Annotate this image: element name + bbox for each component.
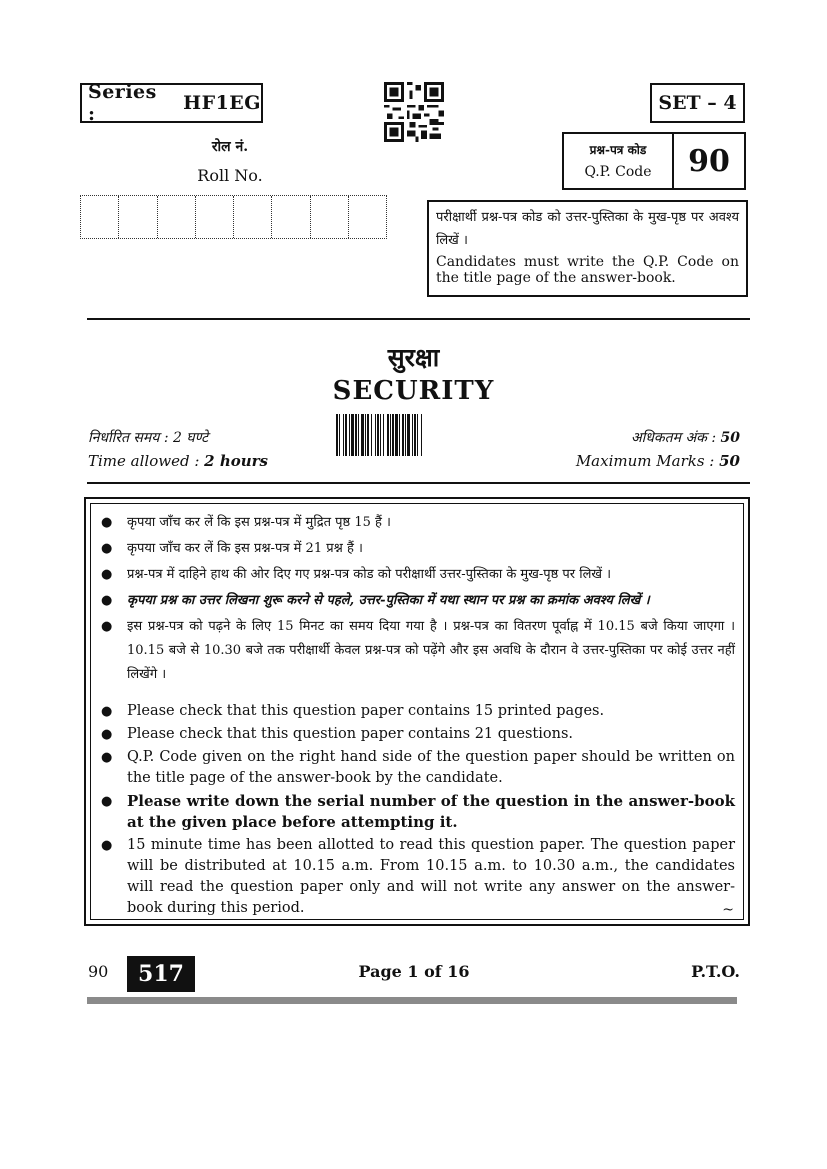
qp-code-labels <box>564 134 674 188</box>
time-allowed-value: 2 hours <box>204 452 268 470</box>
instruction-text: Q.P. Code given on the right hand side of the question paper should be written on the title page of the answer-book by the candidate. <box>127 749 735 786</box>
bullet-icon: ● <box>101 541 113 556</box>
instruction-item-hindi <box>101 615 735 687</box>
max-marks <box>520 452 740 470</box>
max-marks-hindi-value: 50 <box>720 430 740 446</box>
qp-code-box <box>562 132 746 190</box>
footer-rule <box>87 997 737 1004</box>
roll-digit-box[interactable] <box>158 196 196 238</box>
instruction-text: Please check that this question paper contains 15 printed pages. <box>127 703 605 719</box>
instruction-text: कृपया जाँच कर लें कि इस प्रश्न-पत्र में मुद्रित पृष्ठ 15 हैं । <box>127 515 391 530</box>
roll-digit-box[interactable] <box>196 196 234 238</box>
instructions-inner <box>90 503 744 920</box>
roll-label-hindi: रोल नं. <box>211 139 249 155</box>
instruction-text: इस प्रश्न-पत्र को पढ़ने के लिए 15 मिनट का समय दिया गया है । प्रश्न-पत्र का वितरण पूर्वाह्न में 10.15 बजे किया जाएगा । 10.15 बजे से 10.30 बजे तक परीक्षार्थी केवल प्रश्न-पत्र को पढ़ेंगे और इस अवधि के दौरान वे उत्तर-पुस्तिका पर कोई उत्तर नहीं लिखेंगे । <box>127 619 735 682</box>
max-marks-label: Maximum Marks : <box>575 452 720 470</box>
candidate-note-box <box>427 200 748 297</box>
series-label: Series : <box>88 81 157 125</box>
sheet-number: 517 <box>127 956 195 992</box>
subject-title: SECURITY <box>332 376 495 406</box>
footer-code: 90 <box>88 962 109 981</box>
tilde-mark: ~ <box>722 902 734 918</box>
instruction-text: Please write down the serial number of the question in the answer-book at the given place before attempting it. <box>127 792 735 831</box>
bullet-icon: ● <box>101 750 113 765</box>
bullet-icon: ● <box>101 704 113 719</box>
candidate-note-hindi: परीक्षार्थी प्रश्न-पत्र कोड को उत्तर-पुस्तिका के मुख-पृष्ठ पर अवश्य लिखें । <box>436 210 739 248</box>
instruction-item <box>101 835 735 919</box>
subject-title-hindi: सुरक्षा <box>387 343 440 372</box>
time-allowed-hindi: निर्धारित समय : 2 घण्टे <box>88 430 209 446</box>
series-box <box>80 83 263 123</box>
max-marks-hindi <box>520 428 740 447</box>
max-marks-value: 50 <box>719 452 740 470</box>
instruction-item <box>101 791 735 833</box>
instruction-text: 15 minute time has been allotted to read this question paper. The question paper will be distributed at 10.15 a.m. From 10.15 a.m. to 10.30 a.m., the candidates will read the question paper only and will not write any answer on the answer-book during this period. <box>127 837 735 916</box>
max-marks-hindi-label: अधिकतम अंक : <box>630 430 721 446</box>
bullet-icon: ● <box>101 567 113 582</box>
bullet-icon: ● <box>101 619 113 634</box>
bullet-icon: ● <box>101 727 113 742</box>
set-label: SET – 4 <box>658 92 737 114</box>
bullet-icon: ● <box>101 515 113 530</box>
qr-code-icon <box>384 82 444 142</box>
time-allowed <box>88 452 268 470</box>
instruction-item-hindi <box>101 563 735 587</box>
time-allowed-label: Time allowed : <box>88 452 205 470</box>
series-value: HF1EG <box>183 92 261 114</box>
roll-digit-box[interactable] <box>349 196 386 238</box>
instruction-text: कृपया जाँच कर लें कि इस प्रश्न-पत्र में 21 प्रश्न हैं । <box>127 541 363 556</box>
instruction-item <box>101 747 735 789</box>
divider <box>87 482 750 484</box>
roll-digit-box[interactable] <box>311 196 349 238</box>
bullet-icon: ● <box>101 593 113 608</box>
instruction-text: Please check that this question paper contains 21 questions. <box>127 726 573 742</box>
bullet-icon: ● <box>101 838 113 853</box>
roll-digit-box[interactable] <box>234 196 272 238</box>
set-box <box>650 83 745 123</box>
barcode-icon <box>336 414 479 456</box>
instruction-item-hindi <box>101 537 735 561</box>
instruction-text: प्रश्न-पत्र में दाहिने हाथ की ओर दिए गए प्रश्न-पत्र कोड को परीक्षार्थी उत्तर-पुस्तिका के मुख-पृष्ठ पर लिखें । <box>127 567 612 582</box>
roll-digit-box[interactable] <box>272 196 310 238</box>
instruction-item <box>101 701 735 722</box>
bullet-icon: ● <box>101 794 113 809</box>
instruction-item <box>101 724 735 745</box>
instruction-item-hindi <box>101 589 735 613</box>
page-indicator: Page 1 of 16 <box>358 962 470 981</box>
qp-code-value: 90 <box>688 143 730 179</box>
qp-code-label-hindi: प्रश्न-पत्र कोड <box>589 143 647 157</box>
instruction-text: कृपया प्रश्न का उत्तर लिखना शुरू करने से पहले, उत्तर-पुस्तिका में यथा स्थान पर प्रश्न का क्रमांक अवश्य लिखें । <box>127 593 650 608</box>
instruction-item-hindi <box>101 511 735 535</box>
roll-digit-box[interactable] <box>81 196 119 238</box>
roll-label: Roll No. <box>197 166 263 185</box>
pto-label: P.T.O. <box>691 962 740 981</box>
qp-code-label: Q.P. Code <box>584 164 652 180</box>
divider <box>87 318 750 320</box>
candidate-note-english: Candidates must write the Q.P. Code on the title page of the answer-book. <box>436 254 739 286</box>
roll-number-boxes[interactable] <box>80 195 387 239</box>
roll-digit-box[interactable] <box>119 196 157 238</box>
instructions-box <box>84 497 750 926</box>
